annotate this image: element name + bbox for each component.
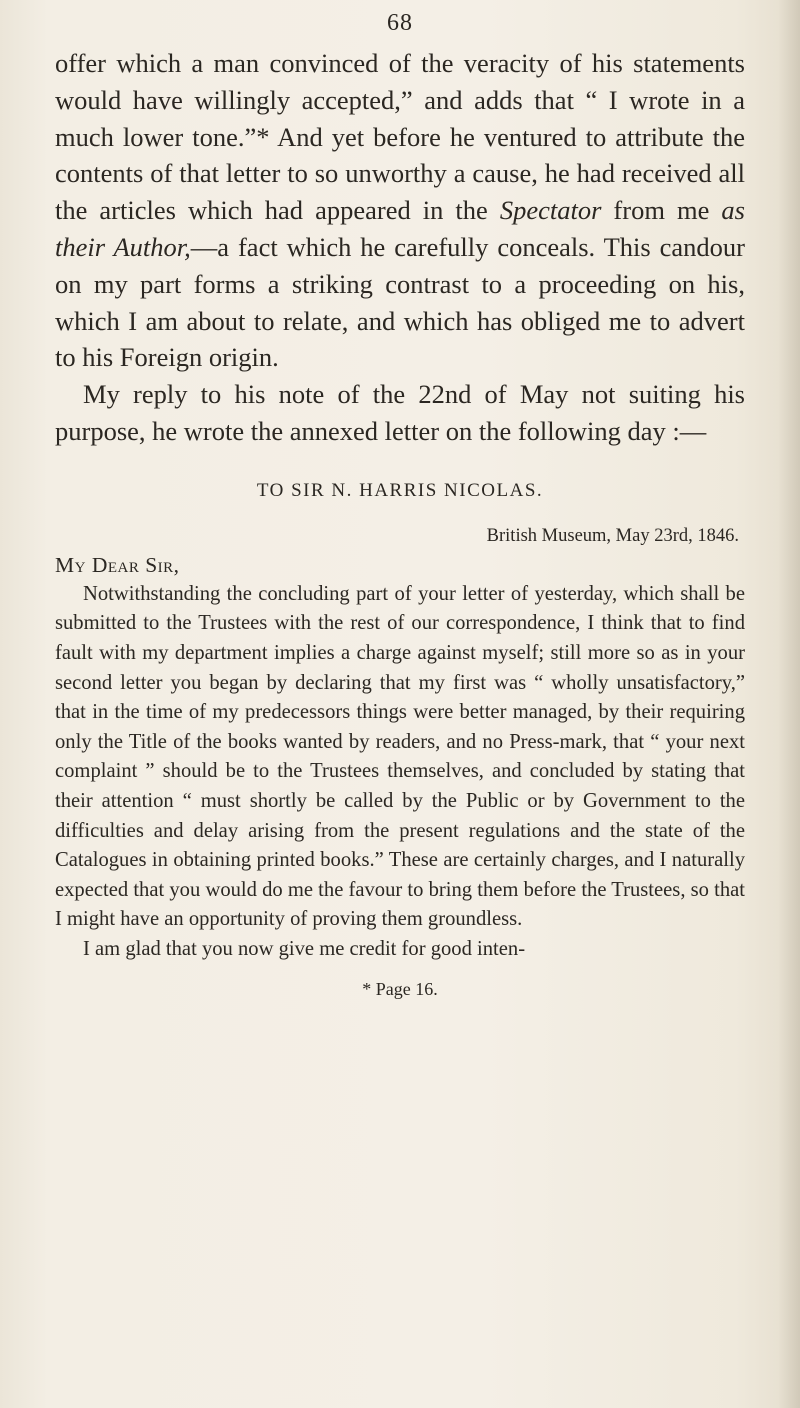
footnote: * Page 16. <box>362 979 438 1000</box>
letter-paragraph-2: I am glad that you now give me credit for good inten- <box>83 937 526 960</box>
paragraph-1-part-2: from me <box>601 195 722 226</box>
page-number: 68 <box>387 10 413 36</box>
paragraph-1-part-1: offer which a man convinced of the veracity of his statements would have willingly accepted,” and adds that “ I wrote in a much lower tone.”* And yet before he ventured to attribute the contents of that letter to so unworthy a cause, he had received all the articles which had appeared in the <box>55 48 745 226</box>
spectator-title: Spectator <box>499 195 602 226</box>
as-their-author: as their Author, <box>55 195 745 262</box>
paragraph-1-part-3: —a fact which he carefully conceals. This candour on my part forms a striking contrast to a proceeding on his, which I am about to relate, and which has obliged me to advert to his Foreign origin. <box>55 231 745 373</box>
letter-paragraph-1: Notwithstanding the concluding part of your letter of yesterday, which shall be submitted to the Trustees with the rest of our correspondence, I think that to find fault with my department implies a charge against myself; still more so as in your second letter you began by declaring that my first was “ wholly unsatisfactory,” that in the time of my predecessors things were better managed, by their requiring only the Title of the books wanted by readers, and no Press-mark, that “ your next complaint ” should be to the Trustees themselves, and concluded by stating that their attention “ must shortly be called by the Public or by Government to the difficulties and delay arising from the present regulations and the state of the Catalogues in obtaining printed books.” These are certainly charges, and I naturally expected that you would do me the favour to bring them before the Trustees, so that I might have an opportunity of proving them groundless. <box>55 582 745 931</box>
paragraph-2: My reply to his note of the 22nd of May not suiting his purpose, he wrote the annexed letter on the following day :— <box>55 379 745 446</box>
letter-salutation: My Dear Sir, <box>55 552 180 577</box>
letter-dateline: British Museum, May 23rd, 1846. <box>486 525 739 546</box>
paragraph-1 <box>55 45 745 376</box>
page-edge-shadow <box>778 0 800 1408</box>
letter-heading: TO SIR N. HARRIS NICOLAS. <box>256 479 544 501</box>
body-text <box>55 45 745 1002</box>
